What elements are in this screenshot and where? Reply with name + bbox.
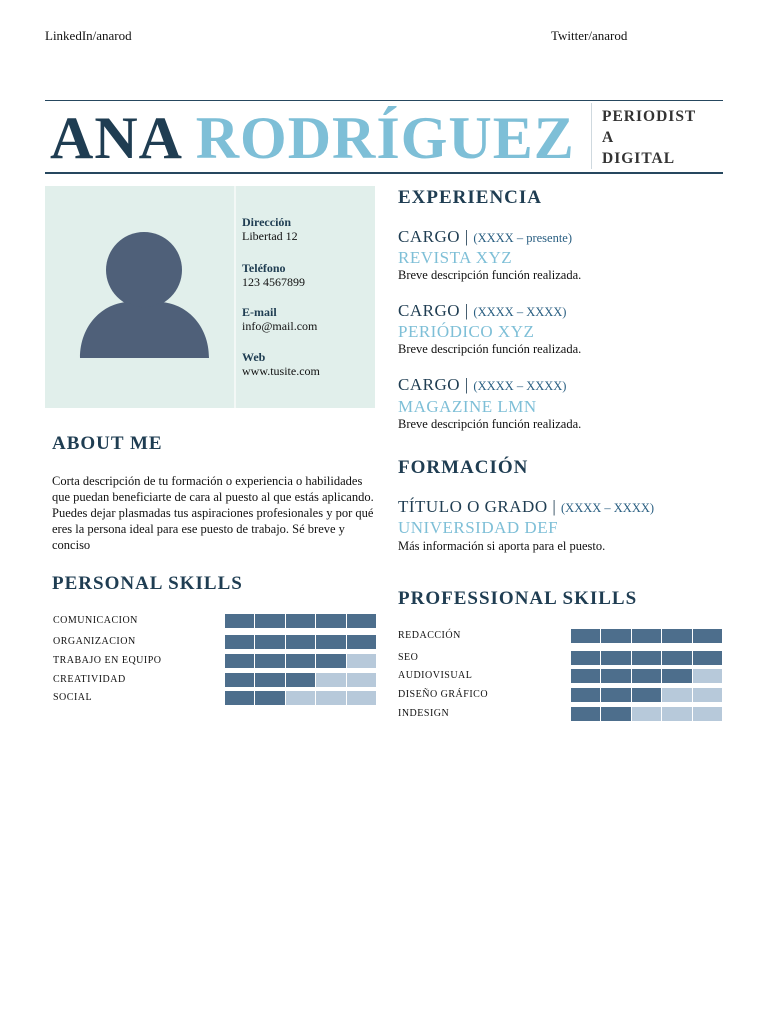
skill-segment-filled bbox=[601, 629, 630, 643]
personal-skill-level-bar bbox=[225, 673, 376, 687]
role-line-1: PERIODIST bbox=[602, 108, 697, 125]
degree-school: UNIVERSIDAD DEF bbox=[398, 518, 559, 537]
linkedin-handle[interactable]: LinkedIn/anarod bbox=[45, 28, 132, 43]
skill-segment-filled bbox=[571, 707, 600, 721]
card-divider bbox=[234, 186, 236, 408]
contact-email bbox=[242, 305, 317, 333]
skill-segment-filled bbox=[693, 651, 722, 665]
skill-segment-filled bbox=[601, 669, 630, 683]
email-value[interactable]: info@mail.com bbox=[242, 319, 318, 333]
address-label: Dirección bbox=[242, 215, 292, 229]
degree-name: TÍTULO O GRADO | bbox=[398, 497, 561, 516]
personal-skill-level-bar bbox=[225, 635, 376, 649]
job-2-description: Breve descripción función realizada. bbox=[398, 342, 582, 356]
professional-skill-level-bar bbox=[571, 707, 722, 721]
skill-segment-filled bbox=[571, 688, 600, 702]
skill-segment-filled bbox=[255, 691, 284, 705]
professional-skill-level-bar bbox=[571, 669, 722, 683]
skill-segment-filled bbox=[662, 669, 691, 683]
about-text: Corta descripción de tu formación o experiencia o habilidades que puedan beneficiarte de cara al puesto al que estás aplicando. Puedes dejar plasmadas tus aspiraciones profesionales y por qué eres la persona ideal para ese puesto de trabajo. Sé breve y conciso bbox=[52, 474, 374, 552]
degree-dates: (XXXX – XXXX) bbox=[561, 501, 655, 515]
phone-value: 123 4567899 bbox=[242, 275, 305, 289]
professional-skill-label: DISEÑO GRÁFICO bbox=[398, 689, 489, 700]
contact-address bbox=[242, 215, 298, 243]
web-value[interactable]: www.tusite.com bbox=[242, 364, 320, 378]
skill-segment-filled bbox=[286, 673, 315, 687]
skill-segment-filled bbox=[225, 614, 254, 628]
skill-segment-filled bbox=[225, 654, 254, 668]
role-line-2: A bbox=[602, 129, 615, 146]
job-1-company: REVISTA XYZ bbox=[398, 248, 513, 267]
skill-segment-filled bbox=[286, 614, 315, 628]
skill-segment-filled bbox=[225, 691, 254, 705]
skill-segment-empty bbox=[632, 707, 661, 721]
personal-skill-level-bar bbox=[225, 654, 376, 668]
personal-skill-level-bar bbox=[225, 691, 376, 705]
job-3-cargo: CARGO | bbox=[398, 375, 474, 394]
skill-segment-filled bbox=[316, 635, 345, 649]
skill-segment-empty bbox=[693, 707, 722, 721]
job-1-description: Breve descripción función realizada. bbox=[398, 268, 582, 282]
professional-skills-heading: PROFESSIONAL SKILLS bbox=[398, 588, 638, 609]
professional-skill-label: AUDIOVISUAL bbox=[398, 670, 473, 681]
skill-segment-filled bbox=[225, 635, 254, 649]
degree-description: Más información si aporta para el puesto. bbox=[398, 539, 606, 553]
skill-segment-filled bbox=[632, 629, 661, 643]
skill-segment-filled bbox=[316, 614, 345, 628]
job-2-cargo: CARGO | bbox=[398, 301, 474, 320]
skill-segment-empty bbox=[316, 673, 345, 687]
professional-skill-level-bar bbox=[571, 629, 722, 643]
skill-segment-empty bbox=[662, 688, 691, 702]
skill-segment-filled bbox=[255, 635, 284, 649]
professional-skill-label: SEO bbox=[398, 652, 419, 663]
personal-skill-level-bar bbox=[225, 614, 376, 628]
skill-segment-empty bbox=[316, 691, 345, 705]
job-role bbox=[602, 106, 714, 169]
skill-segment-filled bbox=[347, 635, 376, 649]
personal-skill-label: ORGANIZACION bbox=[53, 636, 136, 647]
skill-segment-filled bbox=[571, 629, 600, 643]
skill-segment-filled bbox=[632, 669, 661, 683]
professional-skill-level-bar bbox=[571, 651, 722, 665]
skill-segment-filled bbox=[255, 614, 284, 628]
skill-segment-filled bbox=[347, 614, 376, 628]
twitter-handle[interactable]: Twitter/anarod bbox=[551, 28, 628, 43]
skill-segment-filled bbox=[286, 635, 315, 649]
experience-heading: EXPERIENCIA bbox=[398, 187, 543, 208]
header-divider bbox=[591, 103, 592, 169]
skill-segment-filled bbox=[601, 651, 630, 665]
address-value: Libertad 12 bbox=[242, 229, 298, 243]
skill-segment-empty bbox=[693, 669, 722, 683]
professional-skill-label: REDACCIÓN bbox=[398, 630, 461, 641]
skill-segment-filled bbox=[255, 654, 284, 668]
job-1-title bbox=[398, 227, 572, 247]
skill-segment-filled bbox=[601, 707, 630, 721]
email-label: E-mail bbox=[242, 305, 277, 319]
job-3-dates: (XXXX – XXXX) bbox=[473, 379, 567, 393]
last-name: RODRÍGUEZ bbox=[195, 105, 575, 171]
job-3-title bbox=[398, 375, 566, 395]
contact-web bbox=[242, 350, 320, 378]
professional-skill-label: INDESIGN bbox=[398, 708, 450, 719]
skill-segment-filled bbox=[571, 669, 600, 683]
skill-segment-empty bbox=[286, 691, 315, 705]
personal-skill-label: CREATIVIDAD bbox=[53, 674, 126, 685]
first-name: ANA bbox=[50, 105, 180, 171]
job-2-company: PERIÓDICO XYZ bbox=[398, 322, 535, 341]
degree-title bbox=[398, 497, 654, 517]
job-1-dates: (XXXX – presente) bbox=[473, 231, 572, 245]
job-1-cargo: CARGO | bbox=[398, 227, 474, 246]
phone-label: Teléfono bbox=[242, 261, 286, 275]
skill-segment-filled bbox=[571, 651, 600, 665]
education-heading: FORMACIÓN bbox=[398, 457, 529, 478]
job-2-title bbox=[398, 301, 566, 321]
personal-skills-heading: PERSONAL SKILLS bbox=[52, 573, 243, 594]
personal-skill-label: COMUNICACION bbox=[53, 615, 138, 626]
skill-segment-empty bbox=[347, 691, 376, 705]
about-heading: ABOUT ME bbox=[52, 433, 163, 454]
skill-segment-filled bbox=[662, 629, 691, 643]
skill-segment-filled bbox=[286, 654, 315, 668]
candidate-name bbox=[50, 100, 575, 176]
contact-phone bbox=[242, 261, 305, 289]
skill-segment-empty bbox=[662, 707, 691, 721]
role-line-3: DIGITAL bbox=[602, 150, 676, 167]
skill-segment-filled bbox=[225, 673, 254, 687]
skill-segment-filled bbox=[316, 654, 345, 668]
skill-segment-filled bbox=[632, 688, 661, 702]
personal-skill-label: SOCIAL bbox=[53, 692, 93, 703]
skill-segment-empty bbox=[693, 688, 722, 702]
professional-skill-level-bar bbox=[571, 688, 722, 702]
job-2-dates: (XXXX – XXXX) bbox=[473, 305, 567, 319]
skill-segment-filled bbox=[662, 651, 691, 665]
skill-segment-empty bbox=[347, 654, 376, 668]
skill-segment-filled bbox=[632, 651, 661, 665]
user-silhouette-icon bbox=[78, 230, 212, 360]
job-3-description: Breve descripción función realizada. bbox=[398, 417, 582, 431]
skill-segment-empty bbox=[347, 673, 376, 687]
web-label: Web bbox=[242, 350, 266, 364]
skill-segment-filled bbox=[255, 673, 284, 687]
job-3-company: MAGAZINE LMN bbox=[398, 397, 537, 416]
skill-segment-filled bbox=[693, 629, 722, 643]
personal-skill-label: TRABAJO EN EQUIPO bbox=[53, 655, 162, 666]
skill-segment-filled bbox=[601, 688, 630, 702]
